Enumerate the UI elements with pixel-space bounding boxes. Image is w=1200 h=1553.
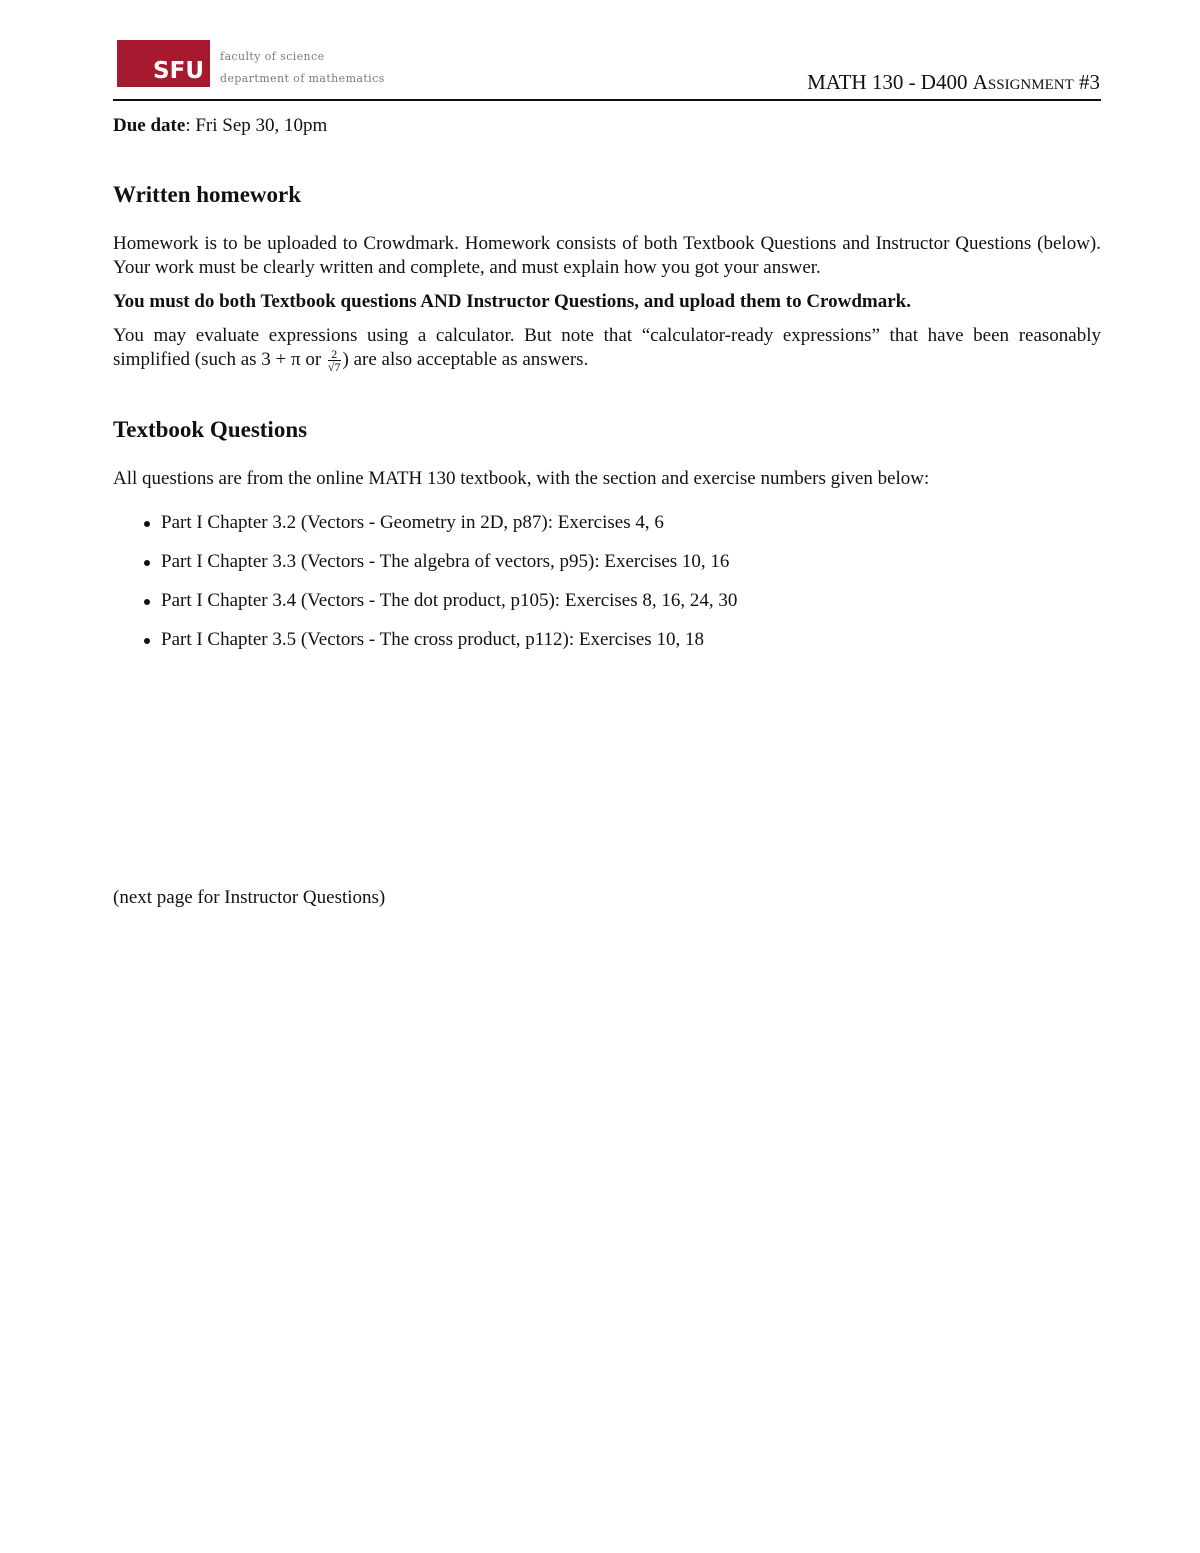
- paragraph3-before: You may evaluate expressions using a calculator. But note that “calculator-ready expressions” that have been reasonably simplified (such as 3 + π or: [113, 325, 1101, 370]
- next-page-note: (next page for Instructor Questions): [113, 887, 386, 908]
- header-rule: [113, 99, 1101, 101]
- list-item: Part I Chapter 3.5 (Vectors - The cross product, p112): Exercises 10, 18: [161, 628, 1101, 652]
- list-item: Part I Chapter 3.3 (Vectors - The algebra of vectors, p95): Exercises 10, 16: [161, 550, 1101, 574]
- due-date-label: Due date: [113, 115, 186, 136]
- department-line: department of mathematics: [220, 72, 385, 85]
- exercise-list: [113, 511, 1101, 652]
- written-paragraph-2: You must do both Textbook questions AND Instructor Questions, and upload them to Crowdmark.: [113, 291, 911, 312]
- textbook-intro: All questions are from the online MATH 130 textbook, with the section and exercise numbers given below:: [113, 468, 930, 490]
- written-homework-heading: Written homework: [113, 182, 302, 207]
- fraction-numerator: 2: [328, 348, 341, 361]
- faculty-lines: [220, 46, 385, 90]
- textbook-questions-heading: Textbook Questions: [113, 417, 308, 443]
- written-paragraph-1: Homework is to be uploaded to Crowdmark. Homework consists of both Textbook Questions and Instructor Questions (below). Your work must be clearly written and complete, and must explain how you got your answer.: [113, 233, 1101, 278]
- logo-text: SFU: [153, 58, 204, 84]
- list-item: Part I Chapter 3.4 (Vectors - The dot product, p105): Exercises 8, 16, 24, 30: [161, 589, 1101, 613]
- fraction: [328, 348, 341, 373]
- course-prefix: MATH 130 - D400: [807, 70, 968, 94]
- fraction-denominator: √7: [327, 360, 341, 375]
- list-item: Part I Chapter 3.2 (Vectors - Geometry in 2D, p87): Exercises 4, 6: [161, 511, 1101, 535]
- sfu-logo: [117, 40, 210, 87]
- main-content: [113, 114, 1101, 667]
- course-title: [807, 70, 1100, 95]
- due-date: [113, 114, 1101, 138]
- written-paragraph-3: [113, 324, 1101, 373]
- paragraph3-after: ) are also acceptable as answers.: [342, 349, 589, 370]
- faculty-line: faculty of science: [220, 50, 325, 63]
- due-date-value: : Fri Sep 30, 10pm: [185, 115, 328, 136]
- assignment-label: Assignment #3: [972, 70, 1100, 94]
